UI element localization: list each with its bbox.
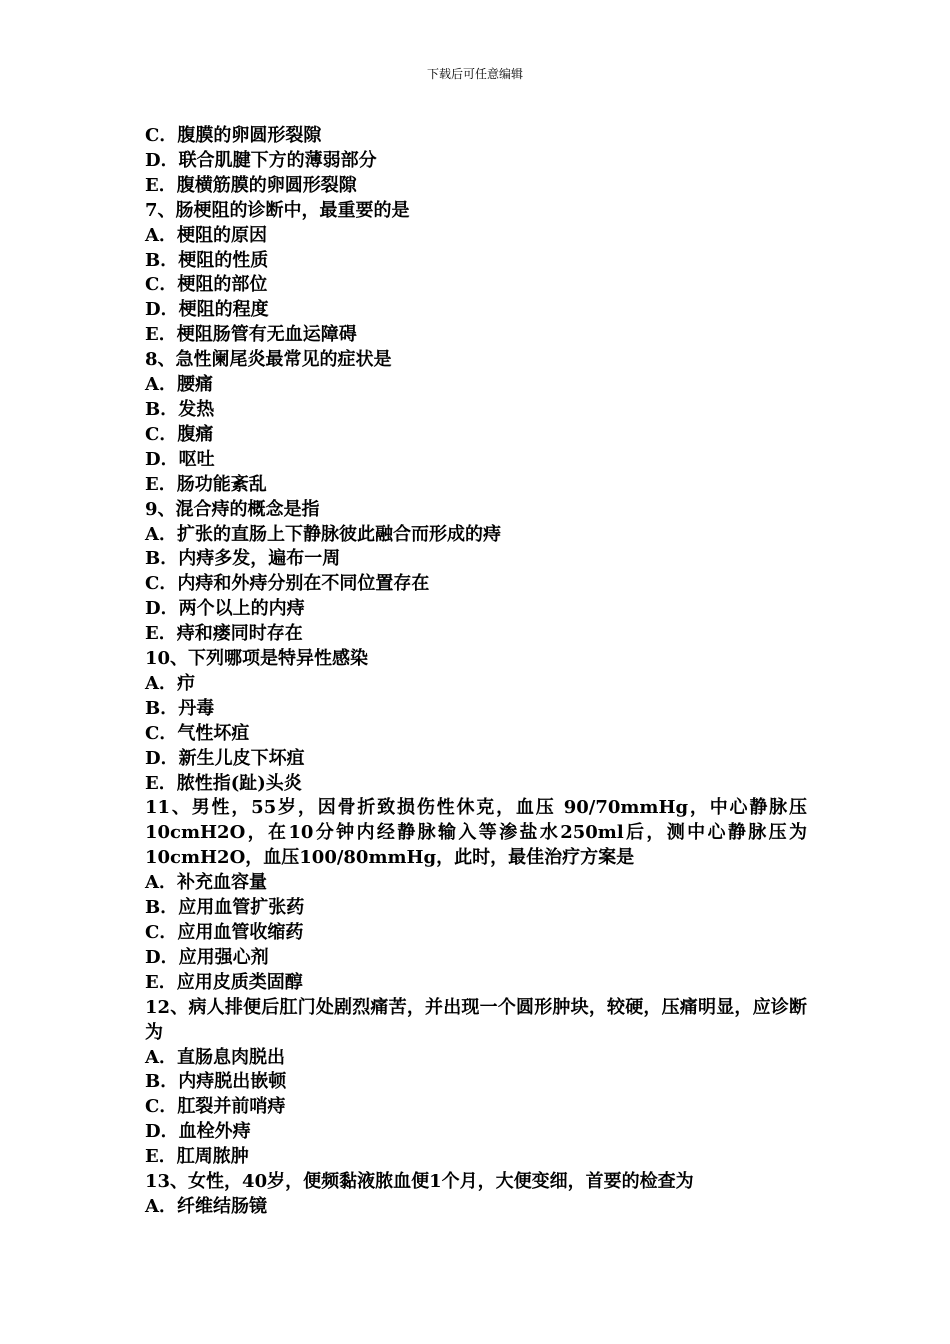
option-e: E．应用皮质类固醇 xyxy=(145,971,303,993)
option-a: A．纤维结肠镜 xyxy=(145,1195,267,1217)
option-a: A．疖 xyxy=(145,672,195,694)
question-7: 7、肠梗阻的诊断中，最重要的是 xyxy=(145,199,410,221)
question-9: 9、混合痔的概念是指 xyxy=(145,498,320,520)
question-13: 13、女性，40岁，便频黏液脓血便1个月，大便变细，首要的检查为 xyxy=(145,1171,694,1193)
option-c: C．腹膜的卵圆形裂隙 xyxy=(145,125,322,146)
option-e: E．腹横筋膜的卵圆形裂隙 xyxy=(145,174,357,196)
option-c: C．气性坏疽 xyxy=(145,722,250,744)
option-e: E．梗阻肠管有无血运障碍 xyxy=(145,324,357,346)
option-d: D．呕吐 xyxy=(145,448,215,470)
option-d: D．两个以上的内痔 xyxy=(145,598,305,620)
option-b: B．梗阻的性质 xyxy=(145,249,269,271)
option-d: D．新生儿皮下坏疽 xyxy=(145,747,305,769)
option-a: A．直肠息肉脱出 xyxy=(145,1046,285,1068)
option-d: D．梗阻的程度 xyxy=(145,299,269,321)
option-e: E．肠功能紊乱 xyxy=(145,473,267,495)
option-a: A．腰痛 xyxy=(145,374,213,396)
option-c: C．腹痛 xyxy=(145,423,214,445)
question-11: 11、男性，55岁，因骨折致损伤性休克，血压 90/70mmHg，中心静脉压10cmH2O，在10分钟内经静脉输入等渗盐水250ml后，测中心静脉压为10cmH2O，血压100/80mmHg，此时，最佳治疗方案是 xyxy=(145,797,807,869)
option-d: D．应用强心剂 xyxy=(145,946,269,968)
option-c: C．内痔和外痔分别在不同位置存在 xyxy=(145,573,430,595)
option-e: E．肛周脓肿 xyxy=(145,1146,249,1168)
option-d: D．血栓外痔 xyxy=(145,1121,251,1143)
option-b: B．内痔脱出嵌顿 xyxy=(145,1071,287,1093)
option-c: C．肛裂并前哨痔 xyxy=(145,1096,286,1118)
option-a: A．补充血容量 xyxy=(145,872,267,894)
question-12: 12、病人排便后肛门处剧烈痛苦，并出现一个圆形肿块，较硬，压痛明显，应诊断为 xyxy=(145,996,807,1043)
option-a: A．梗阻的原因 xyxy=(145,224,267,246)
page-header: 下载后可任意编辑 xyxy=(426,67,523,81)
option-b: B．丹毒 xyxy=(145,697,215,719)
option-d: D．联合肌腱下方的薄弱部分 xyxy=(145,149,377,171)
option-b: B．应用血管扩张药 xyxy=(145,897,305,919)
option-c: C．应用血管收缩药 xyxy=(145,922,304,943)
document-body xyxy=(145,124,807,1220)
option-e: E．痔和瘘同时存在 xyxy=(145,623,303,645)
question-8: 8、急性阑尾炎最常见的症状是 xyxy=(145,349,392,371)
option-e: E．脓性指(趾)头炎 xyxy=(145,772,302,794)
option-b: B．内痔多发，遍布一周 xyxy=(145,548,341,570)
option-c: C．梗阻的部位 xyxy=(145,274,268,296)
option-b: B．发热 xyxy=(145,398,215,420)
option-a: A．扩张的直肠上下静脉彼此融合而形成的痔 xyxy=(145,523,501,545)
question-10: 10、下列哪项是特异性感染 xyxy=(145,648,369,670)
